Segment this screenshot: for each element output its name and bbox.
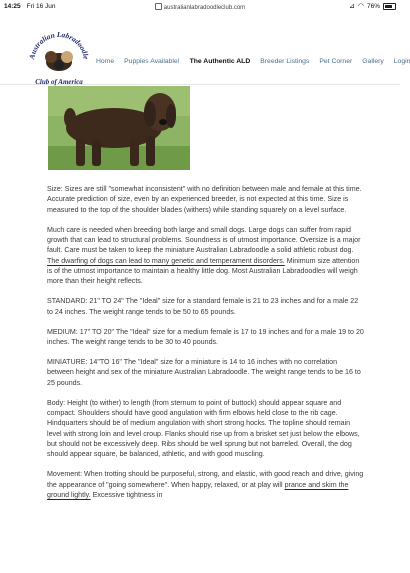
standard-size-paragraph: STANDARD: 21" TO 24" The "Ideal" size for a standard female is 21 to 23 inches and for a male 22 to 24 inches. The weight range tends to be 50 to 65 pounds.: [47, 297, 359, 316]
labradoodle-image: [48, 86, 190, 170]
movement-text-underlined: prance and skim the ground lightly.: [47, 480, 349, 499]
status-right: [349, 3, 396, 10]
logo-arc-text: Australian Labradoodle: [27, 29, 91, 61]
url-text: australianlabradoodleclub.com: [163, 5, 246, 11]
miniature-size-paragraph: MINIATURE: 14"TO 16" The "Ideal" size for a miniature is 14 to 16 inches with no correlation between height and sex of the miniature Australian Labradoodle. The weight range tends to be 16 to 25 pounds.: [47, 358, 361, 387]
medium-size-paragraph: MEDIUM: 17" TO 20" The "Ideal" size for a medium female is 17 to 19 inches and for a male 19 to 20 inches. The weight range tends to be 30 to 40 pounds.: [47, 327, 364, 346]
status-bar: [0, 0, 400, 14]
logo-emblem-icon: [26, 28, 92, 90]
url-bar[interactable]: [0, 3, 400, 11]
battery-icon: [383, 3, 396, 10]
size-paragraph: Size: Sizes are still "somewhat inconsistent" with no definition between male and female at this time. Accurate prediction of size, even by an experienced breeder, is not expected at this time. Size is measured to the top of the shoulder blades (withers) while standing squarely on a level surface.: [47, 185, 362, 214]
care-text-1: Much care is needed when breeding both large and small dogs. Large dogs can suffer from rapid growth that can lead to structural problems. Soundness is of utmost importance. Oversize is a major fault. Care must be taken to keep the miniature Australian Labradoodle a solid athletic robust dog.: [47, 225, 361, 255]
care-paragraph: [47, 225, 365, 287]
article-content: [47, 184, 365, 510]
site-header: [0, 14, 410, 86]
wifi-icon: ◠: [357, 3, 364, 10]
movement-paragraph: [47, 469, 365, 500]
care-text-underlined: The dwarfing of dogs can lead to many genetic and temperament disorders.: [47, 256, 285, 265]
status-date: Fri 16 Jun: [26, 3, 56, 10]
site-logo[interactable]: [26, 28, 92, 90]
movement-text-2: Excessive tightness in: [90, 490, 163, 499]
body-paragraph: Body: Height (to wither) to length (from sternum to point of buttock) should appear square and compact. Shoulders should have good angulation with firm elbows held close to the rib cage. Hindquarters should be of medium angulation with short strong hocks. The topline should remain level with strong loin and level croup. Flanks should rise up from a brisket set just below the elbows, but should not be excessively deep. Ribs should be well sprung but not barreled. Overall, the dog should appear square, be balanced, athletic, and with good muscling.: [47, 398, 360, 459]
movement-text-1: Movement: When trotting should be purposeful, strong, and elastic, with good reach and drive, giving the appearance of "going somewhere". When happy, relaxed, or at play will: [47, 470, 364, 489]
nav-home[interactable]: Home: [96, 58, 115, 65]
battery-percent: 76%: [366, 3, 380, 10]
main-nav: [96, 58, 410, 65]
nav-breeder-listings[interactable]: Breeder Listings: [260, 58, 310, 65]
logo-bottom-text: Club of America: [35, 78, 83, 86]
airplay-icon: ⊿: [349, 3, 355, 10]
nav-puppies-available[interactable]: Puppies Available!: [124, 58, 180, 65]
status-time: 14:25: [4, 3, 21, 10]
lock-icon: [155, 3, 162, 10]
nav-the-authentic-ald[interactable]: The Authentic ALD: [189, 58, 251, 65]
dog-photo: [48, 86, 190, 170]
care-text-2: Minimum size attention is of the utmost importance to maintain a healthy little dog. Most Australian Labradoodles will weigh more than their height reflects.: [47, 256, 360, 286]
nav-login[interactable]: Login: [393, 58, 410, 65]
nav-gallery[interactable]: Gallery: [362, 58, 384, 65]
nav-pet-corner[interactable]: Pet Corner: [319, 58, 353, 65]
